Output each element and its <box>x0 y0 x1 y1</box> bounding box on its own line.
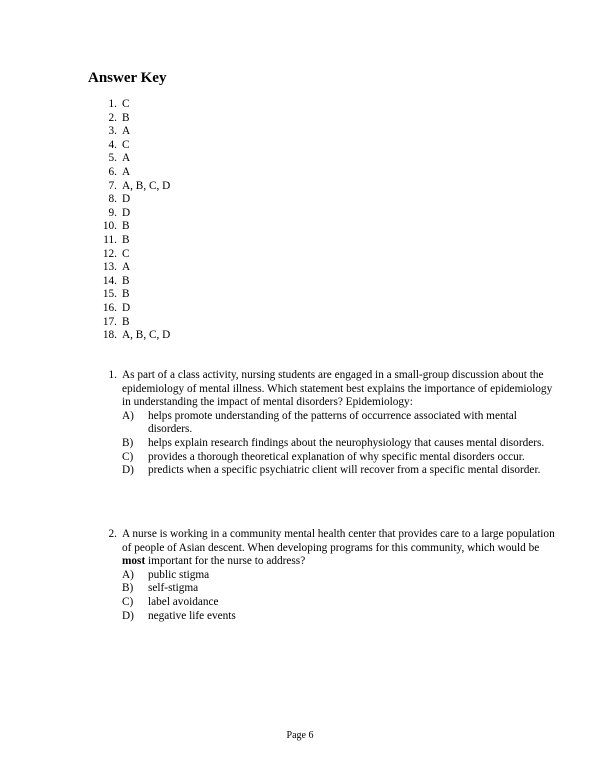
question-text-part: A nurse is working in a community mental health center that provides care to a large population of people of Asian descent. When developing programs for this community, which would be <box>122 528 555 554</box>
answer-key-item <box>88 302 170 316</box>
option-text: helps promote understanding of the patterns of occurrence associated with mental disorders. <box>148 409 517 436</box>
option-b <box>122 582 558 596</box>
answer-key-item <box>88 275 170 289</box>
answer-number: 18. <box>102 329 117 342</box>
option-letter: C) <box>122 450 134 463</box>
option-text: negative life events <box>148 609 236 622</box>
answer-key-item <box>88 248 170 262</box>
option-d <box>122 610 558 624</box>
answer-number: 4. <box>108 138 117 151</box>
question-emphasis: most <box>122 555 146 568</box>
answer-number: 6. <box>108 165 117 178</box>
answer-key-item <box>88 112 170 126</box>
answer-number: 1. <box>108 98 117 110</box>
answer-key-item <box>88 152 170 166</box>
option-text: provides a thorough theoretical explanation of why specific mental disorders occur. <box>148 450 525 463</box>
answer-number: 3. <box>108 125 117 138</box>
question-text-part: important for the nurse to address? <box>145 555 306 568</box>
answer-value: D <box>122 301 131 314</box>
answer-value: A, B, C, D <box>122 329 171 342</box>
answer-value: B <box>122 315 130 328</box>
answer-number: 9. <box>108 206 117 219</box>
question-stem <box>88 528 558 569</box>
question-number: 2. <box>108 528 117 540</box>
question-text <box>122 528 558 569</box>
option-letter: B) <box>122 436 134 449</box>
answer-value: A <box>122 261 131 274</box>
option-d <box>122 464 558 478</box>
option-text: label avoidance <box>148 595 219 608</box>
option-letter: D) <box>122 609 134 622</box>
answer-value: B <box>122 111 130 124</box>
answer-key-item <box>88 166 170 180</box>
option-text: helps explain research findings about the neurophysiology that causes mental disorders. <box>148 436 545 449</box>
answer-number: 8. <box>108 193 117 206</box>
answer-key-item <box>88 261 170 275</box>
answer-value: B <box>122 220 130 233</box>
answer-number: 14. <box>102 274 117 287</box>
answer-number: 12. <box>102 247 117 260</box>
answer-key-list <box>88 98 170 343</box>
question-stem <box>88 369 558 410</box>
question-1 <box>88 369 558 478</box>
option-b <box>122 437 558 451</box>
answer-key-item <box>88 207 170 221</box>
answer-number: 2. <box>108 111 117 124</box>
question-text: As part of a class activity, nursing students are engaged in a small-group discussion about the epidemiology of mental illness. Which statement best explains the importance of epidemiology in understanding the impact of mental disorders? Epidemiology: <box>122 369 553 409</box>
answer-value: B <box>122 274 130 287</box>
answer-number: 5. <box>108 152 117 165</box>
answer-value: C <box>122 138 130 151</box>
answer-number: 16. <box>102 301 117 314</box>
answer-key-item <box>88 220 170 234</box>
answer-key-item <box>88 180 170 194</box>
answer-value: B <box>122 288 130 301</box>
option-letter: D) <box>122 464 134 477</box>
option-letter: A) <box>122 409 134 422</box>
option-a <box>122 410 558 437</box>
option-letter: A) <box>122 568 134 581</box>
page-number: Page 6 <box>286 730 314 741</box>
answer-value: A <box>122 165 131 178</box>
option-c <box>122 596 558 610</box>
question-number: 1. <box>108 369 117 381</box>
answer-key-item <box>88 139 170 153</box>
answer-key-item <box>88 193 170 207</box>
answer-key-item <box>88 125 170 139</box>
answer-key-item <box>88 234 170 248</box>
answer-number: 10. <box>102 220 117 233</box>
answer-value: C <box>122 98 130 110</box>
answer-number: 17. <box>102 315 117 328</box>
answer-value: C <box>122 247 130 260</box>
answer-value: A <box>122 152 131 165</box>
option-c <box>122 451 558 465</box>
answer-key-item <box>88 98 170 112</box>
answer-number: 7. <box>108 179 117 192</box>
answer-value: A <box>122 125 131 138</box>
answer-key-heading: Answer Key <box>88 70 167 86</box>
answer-number: 11. <box>103 233 117 246</box>
option-text: public stigma <box>148 568 210 581</box>
option-letter: B) <box>122 582 134 595</box>
answer-value: D <box>122 206 131 219</box>
option-text: self-stigma <box>148 582 199 595</box>
answer-key-item <box>88 316 170 330</box>
option-a <box>122 569 558 583</box>
answer-number: 15. <box>102 288 117 301</box>
answer-value: D <box>122 193 131 206</box>
option-text: predicts when a specific psychiatric client will recover from a specific mental disorder. <box>148 464 541 477</box>
option-letter: C) <box>122 595 134 608</box>
answer-number: 13. <box>102 261 117 274</box>
question-2 <box>88 528 558 623</box>
answer-key-item <box>88 288 170 302</box>
answer-value: A, B, C, D <box>122 179 171 192</box>
answer-value: B <box>122 233 130 246</box>
answer-key-item <box>88 329 170 343</box>
